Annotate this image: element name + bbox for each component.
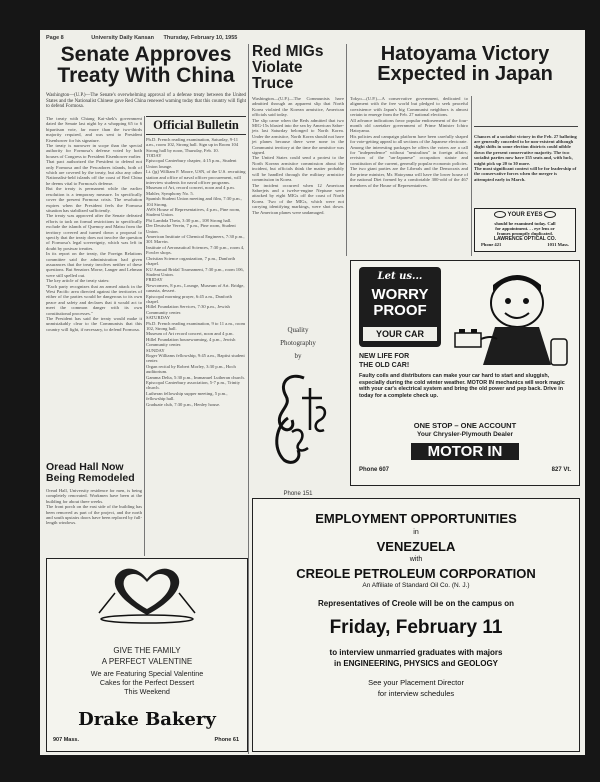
creole-schedules: for interview schedules xyxy=(377,689,455,698)
creole-employment: EMPLOYMENT OPPORTUNITIES xyxy=(315,511,517,526)
creole-majors: in ENGINEERING, PHYSICS and GEOLOGY xyxy=(333,659,499,668)
masthead xyxy=(46,35,579,43)
photo-quality: Quality xyxy=(287,326,309,334)
optical-line1: should be examined today. Call xyxy=(494,221,556,226)
photo-photography: Photography xyxy=(280,339,316,347)
creole-date: Friday, February 11 xyxy=(329,617,503,638)
senate-headline: Senate Approves Treaty With China xyxy=(57,43,235,88)
newspaper-page xyxy=(40,30,585,755)
oread-headline: Oread Hall Now Being Remodeled xyxy=(46,461,135,484)
creole-with: with xyxy=(409,556,423,563)
hatoyama-column xyxy=(350,96,468,284)
creole-see: See your Placement Director xyxy=(368,678,464,687)
drake-name: Drake Bakery xyxy=(78,709,216,730)
drake-valentine: A PERFECT VALENTINE xyxy=(101,657,193,666)
optical-ad xyxy=(474,208,576,252)
eye-icon xyxy=(494,211,506,218)
senate-lead: Washington—(U.P.)—The Senate's overwhelming approval of a defense treaty between the United States and the Nationalist Chinese gave Red China renewed warning today that this country will fight to defend Formosa. xyxy=(46,93,248,110)
paper-name: University Daily Kansan xyxy=(91,35,154,41)
issue-date: Thursday, February 10, 1955 xyxy=(163,35,238,41)
optical-name: LAWRENCE OPTICAL CO. xyxy=(493,235,557,242)
optical-header xyxy=(475,211,575,218)
creole-reps: Representatives of Creole will be on the campus on xyxy=(317,599,515,608)
oread-column xyxy=(46,488,142,554)
optical-phone: Phone 421 xyxy=(481,241,502,247)
mechanic-illustration xyxy=(447,269,573,373)
motor-lets-us: Let us... xyxy=(377,271,423,282)
drake-weekend: This Weekend xyxy=(124,687,170,696)
page-number: Page 8 xyxy=(46,35,64,41)
column-rule xyxy=(471,96,472,256)
hatoyama-sidebar xyxy=(474,126,578,207)
hatoyama-headline: Hatoyama Victory Expected in Japan xyxy=(377,43,553,86)
photo-phone: Phone 151 xyxy=(283,491,313,497)
creole-in: in xyxy=(413,529,419,536)
redmigs-headline: Red MIGs Violate Truce xyxy=(252,43,324,92)
optical-line3: frames promptly duplicated. xyxy=(497,231,553,237)
motor-phone: Phone 607 xyxy=(359,467,390,473)
drake-bakery-ad xyxy=(46,558,248,752)
drake-phone: Phone 61 xyxy=(214,737,239,743)
hatoyama-body: Tokyo—(U.P.)—A conservative government, dedicated to alignment with the free world but pledged to seek peaceful coexistence with Japan's big Communist neighbors is almost certain to emerge from the Feb. 27 national elections. All advance indications favor popular endorsement of the four-month old caretaker government of Prime Minister Ichiro Hatoyama. His policies and campaign platform have been carefully shaped for vote-getting appeal to all sections of the Japanese electorate. Among the interesting packages he offers the voters are a call for "independence" without "neutralism" in foreign affairs; revision of the "un-Japanese" occupation statute and constitution of the current, generally popular economic policies. The two giant parties are the Liberals and the Democrats and the prime minister, Mr. Hatoyama will have the lower house of the national Diet formed by a comfortable 300-odd of the 467 members of the House of Representatives. xyxy=(350,96,468,188)
column-rule xyxy=(346,44,347,256)
drake-cakes: Cakes for the Perfect Dessert xyxy=(99,678,195,687)
bulletin-title: Official Bulletin xyxy=(153,118,239,132)
column-rule xyxy=(248,44,249,754)
optical-address: 1031 Mass. xyxy=(547,241,569,247)
optical-your-eyes: YOUR EYES xyxy=(507,212,543,219)
worry-proof-block xyxy=(359,267,441,347)
drake-featuring: We are Featuring Special Valentine xyxy=(90,669,204,678)
redmigs-column xyxy=(252,96,344,322)
motor-body: Faulty coils and distributors can make your car hard to start and sluggish, especially during the cold winter weather. MOTOR IN mechanics will work magic with your car's electrical system and bring the old power and pep back. Drive in today for a complete check up. xyxy=(359,373,565,399)
motor-one-stop: ONE STOP – ONE ACCOUNT xyxy=(413,421,517,430)
motor-old-car: THE OLD CAR! xyxy=(359,361,410,369)
bulletin-items: Ph.D. French reading examination, Saturday, 9-11 a.m., room 102, Strong hall. Sign up in Room 104 Strong hall by noon, Thursday, Feb. 10. TODAY Episcopal Canterbury chapter, 4:15 p.m., Student Union lounge. Lt. (jg) William F. Moore, USN, of the U.S. recruiting station and office of naval officer procurement, will interview students for naval officer programs. Museum of Art, record concert, noon and 4 p.m. Mahler, Symphony No. 5. Spanish Student Union meeting and film, 7:30 p.m., 104 Strong. AWS House of Representatives, 4 p.m., Pine room, Student Union. Phi Lambda Theta, 3:30 p.m., 108 Strong hall. Der Deutsche Verein, 7 p.m., Pine room, Student Union. American Institute of Chemical Engineers, 7:30 p.m., 301 Marvin. Institute of Aeronautical Sciences, 7:30 p.m., room 4, Fowler shops. Christian Science organization, 7 p.m., Danforth chapel. KU Annual Bridal Tournament, 7:30 p.m., room 106, Student Union. FRIDAY Newcomers, 8 p.m., Lounge, Museum of Art. Bridge, canasta, dessert. Episcopal morning prayer, 6:45 a.m., Danforth chapel. Hillel Foundation Services, 7:30 p.m., Jewish Community center. SATURDAY Ph.D. French reading examination, 9 to 11 a.m., room 102, Strong hall. Museum of Art record concert, noon and 4 p.m. Hillel Foundation housewarming, 4 p.m., Jewish Community center. SUNDAY Roger Williams fellowship, 9:45 a.m., Baptist student center. Organ recital by Robert Morley, 3:30 p.m., Hoch auditorium. Gamma Delta, 5:30 p.m., Immanuel Lutheran church. Episcopal Canterbury association, 5-7 p.m., Trinity church. Lutheran fellowship supper meeting, 5 p.m., fellowship hall. Graduate club, 7:30 p.m., Henley house. xyxy=(146,136,246,407)
hatoyama-sidebar-text: Chances of a socialist victory in the Feb. 27 balloting are generally conceded to be non-existent although slight shifts in some election districts could nibble down the present conservative majority. The two socialist parties now have 155 seats and, with luck, might pick up 20 to 30 more. The most significant contest will be for leadership of the conservative forces when the merger is attempted early in March. xyxy=(474,133,577,182)
motor-your-car: YOUR CAR xyxy=(363,327,437,341)
creole-ad xyxy=(252,498,580,752)
motor-proof: PROOF xyxy=(373,302,427,319)
official-bulletin xyxy=(146,116,246,554)
motor-name: MOTOR IN xyxy=(411,443,519,460)
creole-country: VENEZUELA xyxy=(376,539,456,554)
motor-address: 827 Vt. xyxy=(551,467,571,473)
senate-column xyxy=(46,116,142,460)
photo-by: by xyxy=(294,352,302,360)
heart-cake-illustration xyxy=(87,563,207,625)
eye-icon xyxy=(544,211,556,218)
column-rule xyxy=(144,116,145,556)
optical-line2: for appointment. . . eye lens or xyxy=(495,226,555,232)
motor-dealer: Your Chrysler-Plymouth Dealer xyxy=(417,431,513,438)
senate-body: The treaty with Chiang Kai-shek's government dated the Senate last night by a whopping 65 to 6 bipartisan vote, far more than the two-thirds majority required, and was sent to President Eisenhower for his signature. The treaty is narrower in scope than the special authority for Formosa's defense voted by both houses of Congress to President Eisenhower earlier. That pact authorized the President to defend not only Formosa and the Pescadores islands, both of which are covered by the treaty, but also any other Nationalist-held islands off the coast of Red China he deems vital to Formosa's defense. But the treaty is permanent while the earlier resolution is a temporary measure. In specifically cover the present Formosa crisis. The resolution expires when the President feels the Formosa situation has stabilized sufficiently. The treaty was approved after the Senate defeated efforts to tack on formal restrictions to specifically exclude the islands of Quemoy and Matsu from the territory covered and turned down a proposal to specify that the treaty does not involve the question of Formosa's legal sovereignty, which was left in doubt by postwar treaties. In its report on the treaty, the Foreign Relations committee said the administration had given assurances that the treaty involves neither of these questions. But Senators Morse, Langer and Lehman were still spelled out. The key article of the treaty states: "Each party recognizes that an armed attack in the West Pacific area directed against the territories of either of the parties would be dangerous to its own peace and safety and declares that it would act to meet the common danger with its own constitutional processes." The President has said the treaty would make it unmistakably clear to the Communists that this country will fight, if necessary, to defend Formosa. xyxy=(46,116,142,332)
creole-affiliate: An Affiliate of Standard Oil Co. (N. J.) xyxy=(362,582,470,589)
drake-address: 907 Mass. xyxy=(53,737,79,743)
motor-new-life: NEW LIFE FOR xyxy=(359,353,410,360)
estes-logo xyxy=(266,368,330,468)
drake-give: GIVE THE FAMILY xyxy=(113,646,181,655)
oread-body: Oread Hall, University residence for men, is being completely renovated. Workmen have been at the building for about three weeks. The front porch on the east side of the building has been removed as part of the project, and the north and south upstairs doors have been replaced by full-length windows. xyxy=(46,488,142,526)
creole-interview: to interview unmarried graduates with majors xyxy=(329,648,503,657)
motor-in-ad xyxy=(350,260,580,486)
creole-company: CREOLE PETROLEUM CORPORATION xyxy=(296,566,536,581)
redmigs-body: Washington—(U.P.)—The Communists have admitted through an apparent slip that North Korea violated the Korean armistice, American officials said today. The slip came when the Reds admitted that two MIG-15s blasted into the sea by American Sabre-jets last Saturday belonged to North Korea. Under the armistice, North Korea should not have jet planes because there were none in the Communist territory at the time the armistice was signed. The United States could send a protest to the North Korean armistice commission about the incident, but officials think the matter probably will be handled through the military armistice commission in Korea. The incident occurred when 12 American Sabrejets and a twelve-engine Neptune were attacked by eight MIGs off the coast of North Korea. Two of the MIGs, which were not carrying identifying markings, were shot down. The American planes were undamaged. xyxy=(252,96,344,215)
motor-worry: WORRY xyxy=(371,286,429,303)
